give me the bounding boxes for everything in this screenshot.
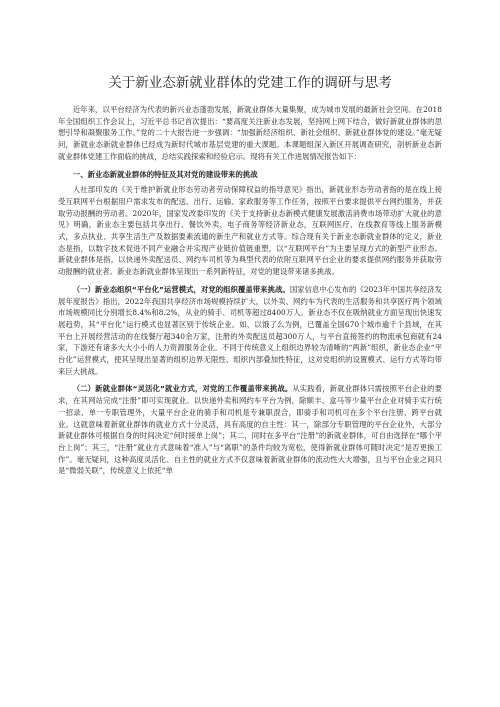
section-paragraph: 人社部印发的《关于维护新就业形态劳动者劳动保障权益的指导意见》指出，新就业形态劳动者指的是在线上接受互联网平台根据用户需求发布的配送、出行、运输、家政服务等工作任务，按照平台要求提供平台网约服务，并获取劳动报酬的劳动者。2020年，国家发改委印发的《关于支持新业态新模式健康发展激活消费市场带动扩大就业的意见》明确，新业态主要包括共享出行、餐饮外卖、电子商务等经济新业态，互联网医疗、在线教育等线上服务新模式，多点执业、共享生活生产及数据要素流通的新生产和就业方式等。综合现有关于新业态新就业群体的定义，新业态是指，以数字技术促进不同产业融合并实现产业链价值链重塑，以“互联网平台”为主要呈现方式的新型产业形态。新就业群体是指，以快递外卖配送员、网约车司机等为典型代表的依附互联网平台企业的要求提供网约服务并获取劳动报酬的就业者。新业态新就业群体呈现出一系列新特征，对党的建设带来诸多挑战。 xyxy=(58,185,442,277)
section-heading: 一、新业态新就业群体的特征及其对党的建设带来的挑战 xyxy=(72,169,258,179)
subsection-heading-1: （一）新业态组织“平台化”运营模式，对党的组织覆盖带来挑战。 xyxy=(72,284,290,294)
subsection-paragraph-2 xyxy=(58,383,442,477)
subsection-body-2: 从实践看，新就业群体只需按照平台企业的要求，在其网站完成“注册”即可实现就业。以快递外卖和网约车平台为例，除顺丰、盒马等少量平台企业对骑手实行统一招录、单一专职管理外，大量平台企业的骑手和司机是专兼职混合，即骑手和司机可在多个平台注册、跨平台就业。这就意味着新就业群体的就业方式十分灵活，具有高度的自主性：其一，除部分专职管理的平台企业外，大部分新就业群体可根据自身的时间决定“何时接单上岗”；其二，同时在多平台“注册”的新就业群体，可自由选择在“哪个平台上岗”；其三，“注册”就业方式意味着“准入”与“离职”的条件均较为宽松，使得新就业群体可随时决定“是否更换工作”。毫无疑问，这种高度灵活化、自主性的就业方式不仅意味着新就业群体的流动性大大增强，且与平台企业之间只是“微弱关联”，传统意义上依托“单 xyxy=(58,384,442,476)
document-title: 关于新业态新就业群体的党建工作的调研与思考 xyxy=(108,75,392,91)
subsection-heading-2: （二）新就业群体“灵活化”就业方式，对党的工作覆盖带来挑战。 xyxy=(72,384,293,394)
intro-paragraph: 近年来，以平台经济为代表的新兴业态蓬勃发展，新就业群体大量集聚，成为城市发展的最新社会空间。在2018年全国组织工作会议上，习近平总书记首次提出：“要高度关注新业态发展，坚持网上网下结合，做好新就业群体的思想引导和凝聚服务工作。”党的二十大报告进一步强调：“加强新经济组织、新社会组织、新就业群体党的建设。”毫无疑问，新就业态新就业群体已经成为新时代城市基层党建的重大课题。本课题组深入新区开展调查研究，剖析新业态新就业群体党建工作面临的挑战，总结实践探索和经验启示。现将有关工作进展情况报告如下： xyxy=(58,105,442,161)
subsection-paragraph-1 xyxy=(58,284,442,378)
subsection-body-1: 国家信息中心发布的《2023年中国共享经济发展年度报告》指出，2022年我国共享经济市场规模持续扩大，以外卖、网约车为代表的生活服务和共享医疗两个领域市场规模同比分别增长8.4%和8.2%，从业的骑手、司机等超过8400万人。新业态不仅在吸纳就业方面呈现出快速发展趋势，其“平台化”运行模式也显著区别于传统企业。如，以饿了么为例，已覆盖全国670个城市逾千个县域，在其平台上开展经营活动的在线餐厅超340余万家，注册的外卖配送员超300万人，与平台直接签约的物流承包商就有24家，下游还有诸多大大小小的人力资源服务企业。不同于传统意义上组织边界较为清晰的“两新”组织，新业态企业“平台化”运营模式，使其呈现出显著的组织边界无限性、组织内部叠加性特征，这对党组织的设置模式、运行方式等均带来巨大挑战。 xyxy=(58,284,442,376)
